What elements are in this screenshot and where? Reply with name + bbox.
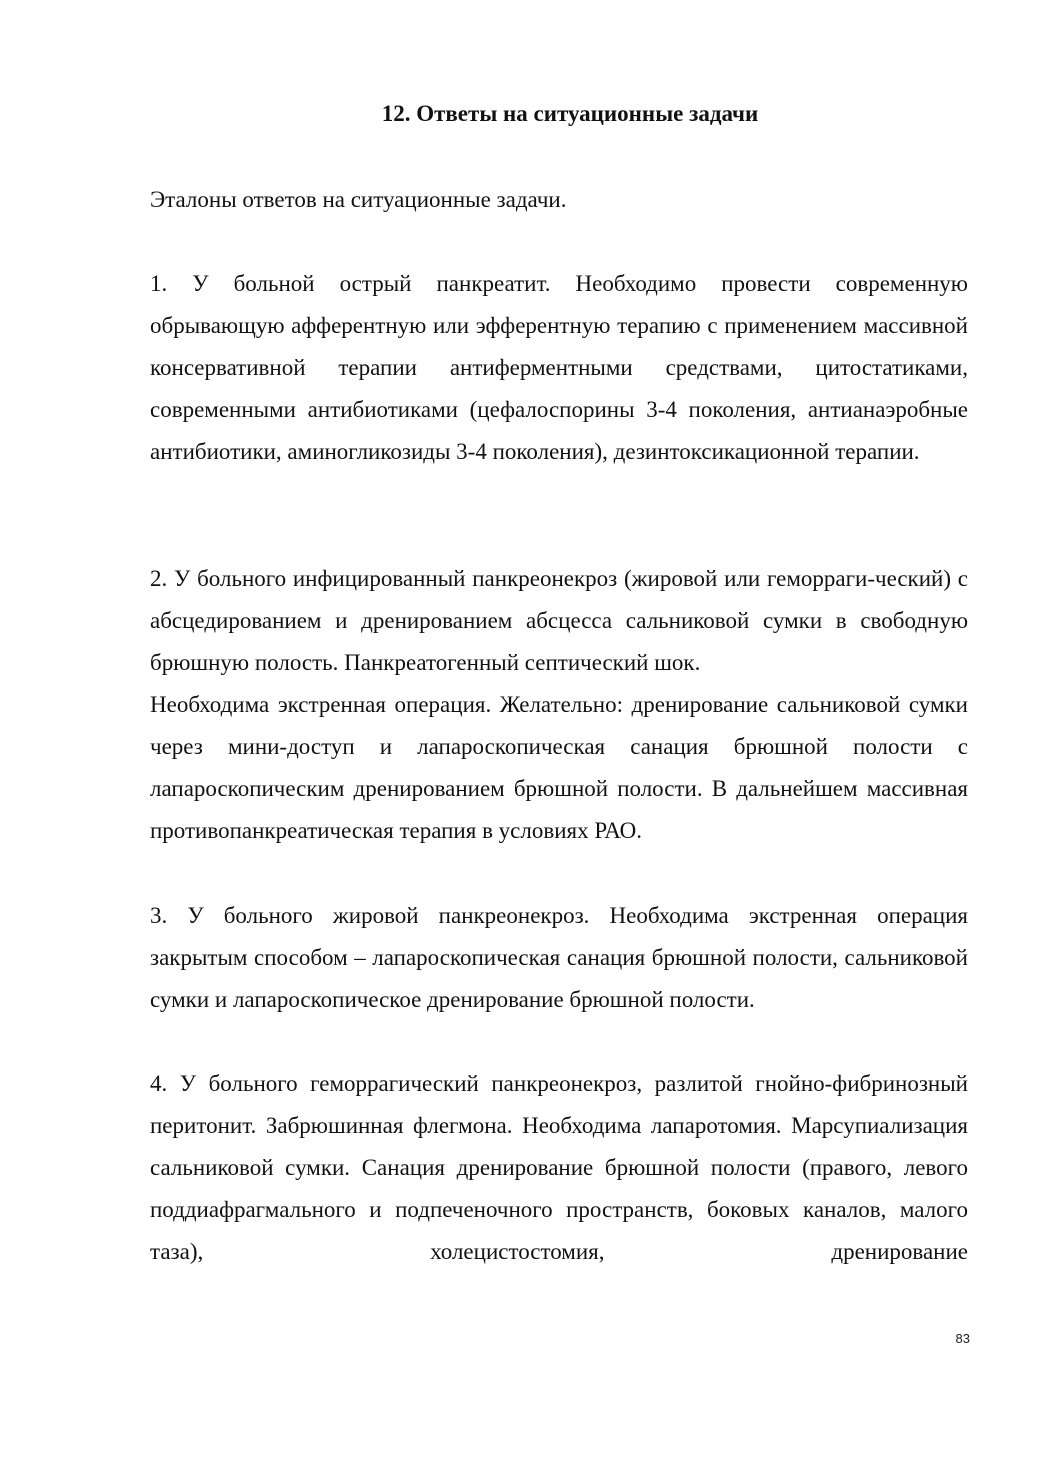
intro-text: Эталоны ответов на ситуационные задачи. [150,187,567,212]
answer-4-paragraph: 4. У больного геморрагический панкреонекроз, разлитой гнойно-фибринозный перитонит. Забрюшинная флегмона. Необходима лапаротомия. Марсупиализация сальниковой сумки. Санация дренирование брюшной полости (правого, левого поддиафрагмального и подпеченочного пространств, боковых каналов, малого таза), холецистостомия, дренирование [150,1071,968,1264]
answer-2-paragraph-1: 2. У больного инфицированный панкреонекроз (жировой или геморраги-ческий) с абсцедированием и дренированием абсцесса сальниковой сумки в свободную брюшную полость. Панкреатогенный септический шок. [150,566,968,675]
answer-3-paragraph: 3. У больного жировой панкреонекроз. Необходима экстренная операция закрытым способом – лапароскопическая санация брюшной полости, сальниковой сумки и лапароскопическое дренирование брюшной полости. [150,903,968,1012]
answer-4 [150,1063,968,1273]
page-number: 83 [955,1331,970,1346]
answer-3 [150,895,968,1021]
answer-2 [150,558,968,852]
section-heading: 12. Ответы на ситуационные задачи [381,101,759,126]
answer-2-paragraph-2: Необходима экстренная операция. Желательно: дренирование сальниковой сумки через мини-доступ и лапароскопическая санация брюшной полости с лапароскопическим дренированием брюшной полости. В дальнейшем массивная противопанкреатическая терапия в условиях РАО. [150,692,968,843]
answer-1 [150,263,968,473]
answer-1-paragraph: 1. У больной острый панкреатит. Необходимо провести современную обрывающую афферентную или эфферентную терапию с применением массивной консервативной терапии антиферментными средствами, цитостатиками, современными антибиотиками (цефалоспорины 3-4 поколения, антианаэробные антибиотики, аминогликозиды 3-4 поколения), дезинтоксикационной терапии. [150,271,968,464]
